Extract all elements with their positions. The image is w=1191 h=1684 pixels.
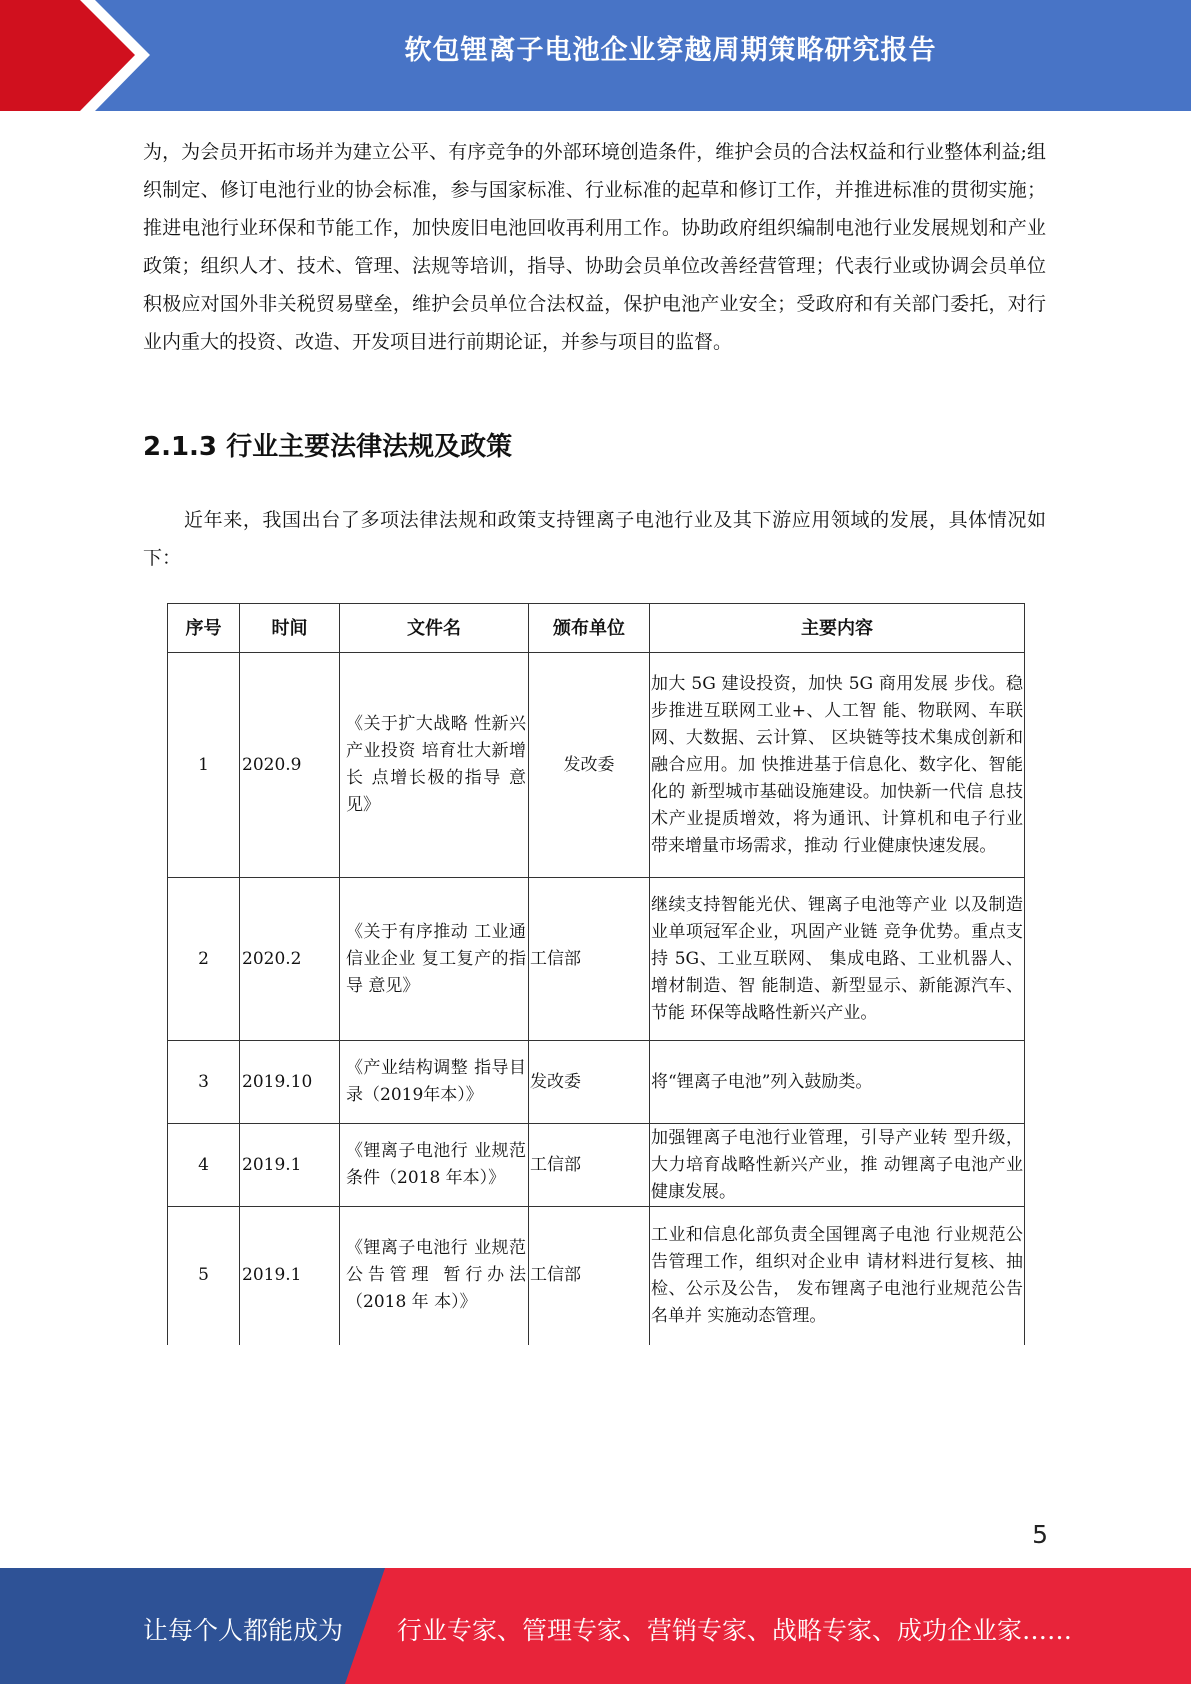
- body-paragraph-1: 为，为会员开拓市场并为建立公平、有序竞争的外部环境创造条件，维护会员的合法权益和行业整体利益;组织制定、修订电池行业的协会标准，参与国家标准、行业标准的起草和修订工作，并推进标准的贯彻实施；推进电池行业环保和节能工作，加快废旧电池回收再利用工作。协助政府组织编制电池行业发展规划和产业政策；组织人才、技术、管理、法规等培训，指导、协助会员单位改善经营管理；代表行业或协调会员单位积极应对国外非关税贸易壁垒，维护会员单位合法权益，保护电池产业安全；受政府和有关部门委托，对行业内重大的投资、改造、开发项目进行前期论证，并参与项目的监督。: [143, 141, 1046, 353]
- page-footer: [0, 1568, 1191, 1684]
- cell-content: 加大 5G 建设投资，加快 5G 商用发展 步伐。稳步推进互联网工业+、人工智 能、物联网、车联网、大数据、云计算、 区块链等技术集成创新和融合应用。加 快推进基于信息化、数字化、智能化的 新型城市基础设施建设。加快新一代信 息技术产业提质增效，将为通讯、计算机和电子行业带来增量市场需求，推动 行业健康快速发展。: [650, 653, 1025, 878]
- header-issuer: 颁布单位: [529, 604, 650, 653]
- table-row: [168, 653, 1025, 878]
- header-no: 序号: [168, 604, 240, 653]
- cell-issuer: 发改委: [529, 653, 650, 878]
- table-row: [168, 878, 1025, 1041]
- cell-no: 5: [168, 1207, 240, 1345]
- cell-no: 1: [168, 653, 240, 878]
- header-content: 主要内容: [650, 604, 1025, 653]
- cell-issuer: 发改委: [529, 1041, 650, 1124]
- cell-content: 将“锂离子电池”列入鼓励类。: [650, 1041, 1025, 1124]
- body-paragraph-2: 近年来，我国出台了多项法律法规和政策支持锂离子电池行业及其下游应用领域的发展，具体情况如下：: [143, 509, 1046, 569]
- cell-no: 4: [168, 1124, 240, 1207]
- table-header-row: [168, 604, 1025, 653]
- cell-document: 《产业结构调整 指导目录（2019年本）》: [340, 1041, 529, 1124]
- cell-date: 2019.1: [240, 1207, 340, 1345]
- table-row: [168, 1041, 1025, 1124]
- header-date: 时间: [240, 604, 340, 653]
- cell-content: 工业和信息化部负责全国锂离子电池 行业规范公告管理工作，组织对企业申 请材料进行复核、抽检、公示及公告， 发布锂离子电池行业规范公告名单并 实施动态管理。: [650, 1207, 1025, 1345]
- cell-no: 3: [168, 1041, 240, 1124]
- cell-date: 2020.9: [240, 653, 340, 878]
- cell-date: 2019.10: [240, 1041, 340, 1124]
- report-title: 软包锂离子电池企业穿越周期策略研究报告: [404, 35, 937, 66]
- cell-issuer: 工信部: [529, 878, 650, 1041]
- cell-content: 继续支持智能光伏、锂离子电池等产业 以及制造业单项冠军企业，巩固产业链 竞争优势。重点支持 5G、工业互联网、 集成电路、工业机器人、增材制造、智 能制造、新型显示、新能源汽车、节能 环保等战略性新兴产业。: [650, 878, 1025, 1041]
- policy-table: [167, 603, 1025, 1345]
- cell-issuer: 工信部: [529, 1207, 650, 1345]
- cell-document: 《锂离子电池行 业规范公告管理 暂行办法（2018 年 本）》: [340, 1207, 529, 1345]
- cell-document: 《关于扩大战略 性新兴产业投资 培育壮大新增长 点增长极的指导 意见》: [340, 653, 529, 878]
- page-header: [0, 0, 1191, 111]
- footer-slogan-right: 行业专家、管理专家、营销专家、战略专家、成功企业家……: [397, 1616, 1073, 1645]
- cell-document: 《锂离子电池行 业规范条件（2018 年本）》: [340, 1124, 529, 1207]
- table-row: [168, 1124, 1025, 1207]
- cell-date: 2019.1: [240, 1124, 340, 1207]
- section-heading: 2.1.3 行业主要法律法规及政策: [143, 432, 513, 462]
- cell-issuer: 工信部: [529, 1124, 650, 1207]
- cell-document: 《关于有序推动 工业通信业企业 复工复产的指导 意见》: [340, 878, 529, 1041]
- footer-slogan-left: 让每个人都能成为: [143, 1616, 344, 1645]
- cell-no: 2: [168, 878, 240, 1041]
- table-row: [168, 1207, 1025, 1345]
- page-number: 5: [1032, 1520, 1048, 1549]
- cell-content: 加强锂离子电池行业管理，引导产业转 型升级，大力培育战略性新兴产业，推 动锂离子电池产业健康发展。: [650, 1124, 1025, 1207]
- cell-date: 2020.2: [240, 878, 340, 1041]
- header-document: 文件名: [340, 604, 529, 653]
